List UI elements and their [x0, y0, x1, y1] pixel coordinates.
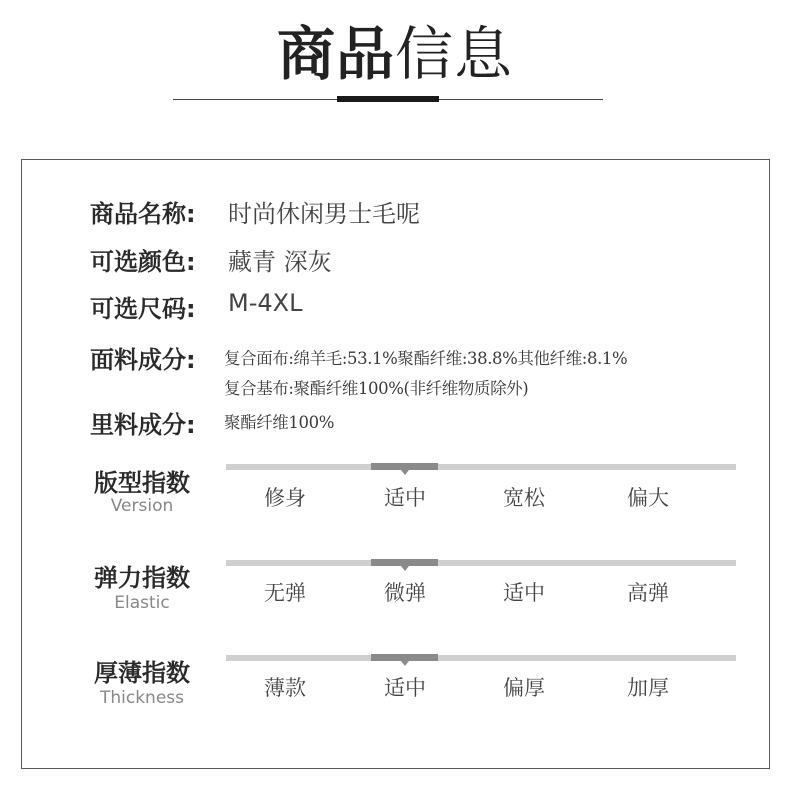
- elasticity-index-subtitle: Elastic: [114, 593, 170, 613]
- fabric-label: 面料成分:: [90, 346, 196, 374]
- thickness-index-selected-marker: [371, 654, 438, 661]
- product-name-label: 商品名称:: [90, 200, 196, 228]
- fabric-composition-line2: 复合基布:聚酯纤维100%(非纤维物质除外): [224, 379, 529, 398]
- elasticity-option: 无弹: [264, 581, 306, 605]
- fit-index-title: 版型指数: [94, 469, 190, 497]
- sizes-label: 可选尺码:: [90, 295, 196, 323]
- page-title-bold: 商品: [276, 20, 395, 88]
- thickness-index-track: [226, 655, 736, 661]
- fit-index-subtitle: Version: [110, 496, 174, 516]
- elasticity-index-pointer-icon: [401, 566, 409, 571]
- thickness-index-title: 厚薄指数: [94, 659, 190, 687]
- lining-value: 聚酯纤维100%: [224, 413, 334, 432]
- lining-label: 里料成分:: [90, 411, 196, 439]
- fit-option: 适中: [384, 486, 426, 510]
- elasticity-index-selected-marker: [371, 559, 438, 566]
- thickness-index-subtitle: Thickness: [99, 688, 185, 708]
- sizes-value: M-4XL: [228, 289, 303, 317]
- thickness-option: 加厚: [627, 676, 669, 700]
- colors-value: 藏青 深灰: [228, 248, 332, 276]
- page-title: [0, 18, 790, 90]
- fit-option: 修身: [264, 486, 306, 510]
- colors-label: 可选颜色:: [90, 248, 196, 276]
- elasticity-option: 适中: [503, 581, 545, 605]
- thickness-option: 薄款: [264, 676, 306, 700]
- fabric-composition-line1: 复合面布:绵羊毛:53.1%聚酯纤维:38.8%其他纤维:8.1%: [224, 349, 628, 368]
- thickness-index-pointer-icon: [401, 661, 409, 666]
- elasticity-option: 微弹: [384, 581, 426, 605]
- fit-index-track: [226, 464, 736, 470]
- fit-index-selected-marker: [371, 463, 438, 470]
- product-name-value: 时尚休闲男士毛呢: [228, 200, 420, 228]
- title-accent-bar: [337, 96, 439, 102]
- thickness-option: 适中: [384, 676, 426, 700]
- elasticity-index-track: [226, 560, 736, 566]
- thickness-option: 偏厚: [503, 676, 545, 700]
- page-title-rest: 信息: [395, 20, 514, 88]
- elasticity-index-title: 弹力指数: [94, 564, 190, 592]
- elasticity-option: 高弹: [627, 581, 669, 605]
- fit-index-pointer-icon: [401, 470, 409, 475]
- fit-option: 宽松: [503, 486, 545, 510]
- fit-option: 偏大: [627, 486, 669, 510]
